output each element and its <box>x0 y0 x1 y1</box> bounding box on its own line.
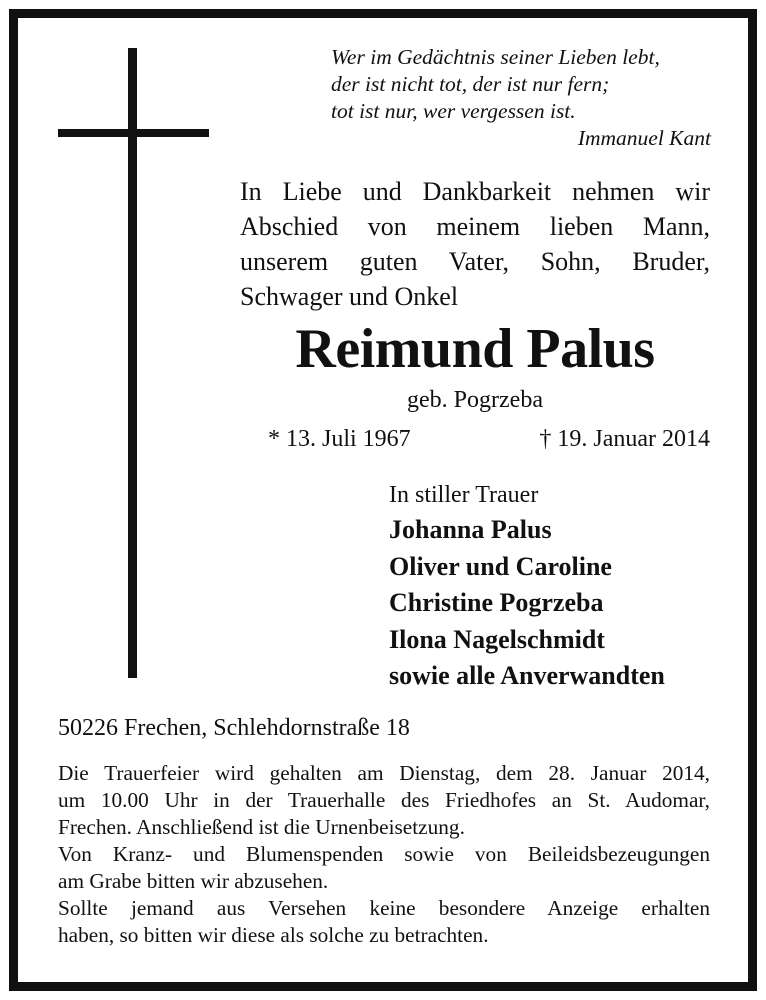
death-date: † 19. Januar 2014 <box>539 426 710 452</box>
quote-line: Wer im Gedächtnis seiner Lieben lebt, <box>331 45 660 69</box>
intro-line: unserem guten Vater, Sohn, Bruder, <box>240 247 710 276</box>
cross-vertical-bar <box>128 48 137 678</box>
birth-date: * 13. Juli 1967 <box>268 426 411 452</box>
notice-line: Sollte jemand aus Versehen keine besondere Anzeige erhalten <box>58 896 710 920</box>
notice-line: um 10.00 Uhr in der Trauerhalle des Friedhofes an St. Audomar, <box>58 788 710 812</box>
intro-line: In Liebe und Dankbarkeit nehmen wir <box>240 177 710 206</box>
mourner-name: sowie alle Anverwandten <box>389 661 665 690</box>
mourner-name: Christine Pogrzeba <box>389 588 604 617</box>
quote-line: der ist nicht tot, der ist nur fern; <box>331 72 610 96</box>
intro-line: Abschied von meinem lieben Mann, <box>240 212 710 241</box>
notice-line: Die Trauerfeier wird gehalten am Dienstag, dem 28. Januar 2014, <box>58 761 710 785</box>
notice-line: am Grabe bitten wir abzusehen. <box>58 869 329 893</box>
mourners-list <box>389 478 719 695</box>
quote-line: tot ist nur, wer vergessen ist. <box>331 99 576 123</box>
quote-author: Immanuel Kant <box>577 126 711 150</box>
cross-horizontal-bar <box>58 129 209 137</box>
deceased-name: Reimund Palus <box>295 318 655 380</box>
address: 50226 Frechen, Schlehdornstraße 18 <box>58 715 410 741</box>
notice-line: Von Kranz- und Blumenspenden sowie von Beileidsbezeugungen <box>58 842 710 866</box>
mourner-name: Ilona Nagelschmidt <box>389 624 605 654</box>
mourner-name: Oliver und Caroline <box>389 551 612 581</box>
notice-line: haben, so bitten wir diese als solche zu betrachten. <box>58 923 489 947</box>
mourners-lead: In stiller Trauer <box>389 482 539 508</box>
intro-text <box>240 174 710 314</box>
funeral-notice <box>58 760 710 949</box>
notice-line: Frechen. Anschließend ist die Urnenbeisetzung. <box>58 815 465 839</box>
mourner-name: Johanna Palus <box>389 515 552 544</box>
birth-name: geb. Pogrzeba <box>407 387 543 413</box>
quote-block <box>331 44 711 152</box>
intro-line: Schwager und Onkel <box>240 282 459 311</box>
